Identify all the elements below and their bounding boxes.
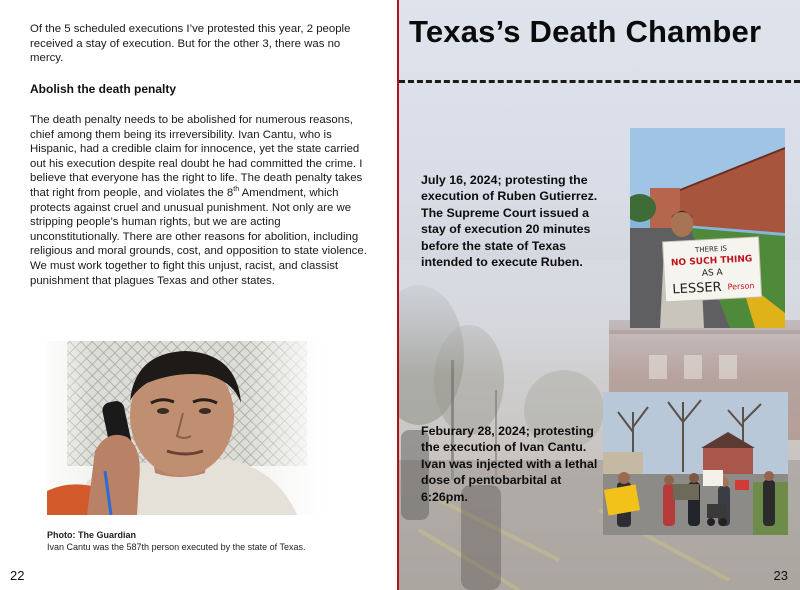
- body-text-part-2: Amendment, which protects against cruel and unusual punishment. Not only are we stripping people’s human rights, but we are acting unconstitutionally. There are other reasons for abolition, including religious and moral grounds, cost, and opposition to state violence. We must work together to fight this unjust, racist, and classist punishment that plagues Texas and other states.: [30, 186, 367, 287]
- ivan-cantu-photo: [47, 341, 325, 515]
- body-superscript: th: [233, 186, 240, 194]
- photo-caption-title: Photo: The Guardian: [47, 530, 136, 540]
- left-page: [0, 0, 397, 590]
- protest-entry-ruben-gutierrez: July 16, 2024; protesting the execution of Ruben Gutierrez. The Supreme Court issued a stay of execution 20 minutes before the state of Texas intended to execute Ruben.: [421, 173, 598, 270]
- page-title: Texas’s Death Chamber: [409, 14, 762, 49]
- photo-caption-text: Ivan Cantu was the 587th person executed by the state of Texas.: [47, 542, 306, 552]
- page-number-right: 23: [773, 568, 788, 583]
- sign-line-2: NO SUCH THING: [670, 254, 753, 269]
- protest-entry-ivan-cantu: Feburary 28, 2024; protesting the execution of Ivan Cantu. Ivan was injected with a lethal dose of pentobarbital at 6:26pm.: [421, 424, 598, 504]
- ivan-cantu-illustration: [47, 341, 325, 515]
- body-paragraph: [30, 113, 370, 288]
- sign-line-1: THERE IS: [694, 244, 728, 255]
- page-number-left: 22: [10, 568, 25, 583]
- sign-line-5: Person: [727, 281, 755, 292]
- intro-paragraph: Of the 5 scheduled executions I’ve protested this year, 2 people received a stay of execution. But for the other 3, there was no mercy.: [30, 23, 351, 65]
- protester-with-sign-illustration: [630, 128, 785, 328]
- protest-photo-ivan: [603, 392, 788, 535]
- sign-line-4: LESSER: [672, 279, 723, 298]
- protest-photo-ruben: [630, 128, 785, 328]
- section-heading: Abolish the death penalty: [30, 82, 177, 96]
- sign-line-3: AS A: [701, 267, 723, 279]
- title-dashed-divider: [399, 80, 800, 83]
- body-text-part-1: The death penalty needs to be abolished for numerous reasons, chief among them being its irreversibility. Ivan Cantu, who is Hispanic, had a credible claim for innocence, yet the state carried out his execution despite real doubt he had committed the crime. I believe that everyone has the right to life. The death penalty takes that right from people, and violates the 8: [30, 114, 363, 199]
- right-page: [399, 0, 800, 590]
- group-protest-illustration: [603, 392, 788, 535]
